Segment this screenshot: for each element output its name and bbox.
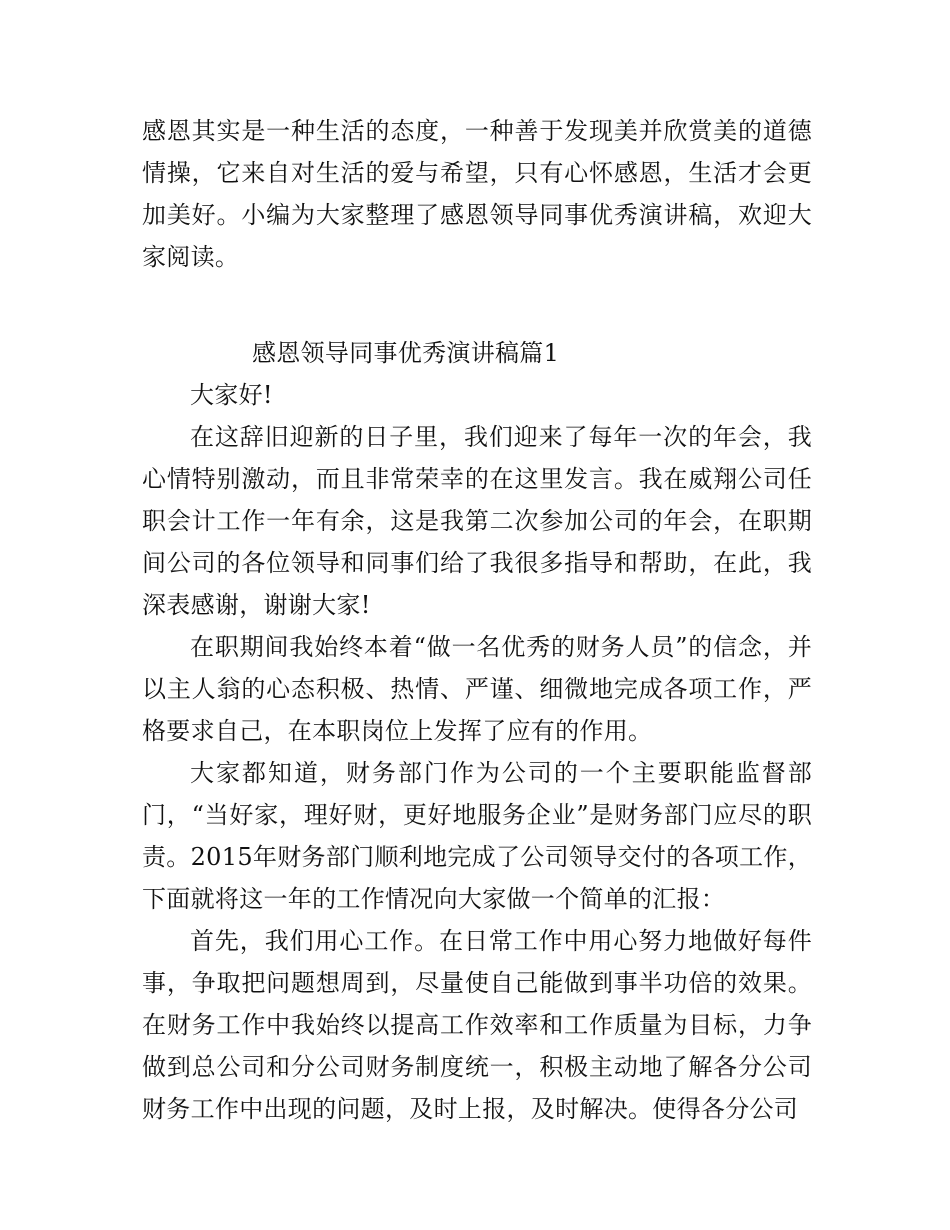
- intro-paragraph: 感恩其实是一种生活的态度，一种善于发现美并欣赏美的道德情操，它来自对生活的爱与希望，只有心怀感恩，生活才会更加美好。小编为大家整理了感恩领导同事优秀演讲稿，欢迎大家阅读。: [142, 117, 812, 271]
- body-paragraph: 在职期间我始终本着“做一名优秀的财务人员”的信念，并以主人翁的心态积极、热情、严谨、细微地完成各项工作，严格要求自己，在本职岗位上发挥了应有的作用。: [142, 633, 812, 745]
- document-page: [142, 110, 812, 1130]
- greeting-paragraph: 大家好!: [190, 381, 273, 409]
- section-heading: 感恩领导同事优秀演讲稿篇1: [252, 339, 560, 367]
- body-paragraph: 首先，我们用心工作。在日常工作中用心努力地做好每件事，争取把问题想周到，尽量使自己能做到事半功倍的效果。在财务工作中我始终以提高工作效率和工作质量为目标，力争做到总公司和分公司财务制度统一，积极主动地了解各分公司财务工作中出现的问题，及时上报，及时解决。使得各分公司: [142, 927, 812, 1123]
- body-paragraph: 大家都知道，财务部门作为公司的一个主要职能监督部门，“当好家，理好财，更好地服务企业”是财务部门应尽的职责。2015年财务部门顺利地完成了公司领导交付的各项工作，下面就将这一年的工作情况向大家做一个简单的汇报：: [142, 759, 812, 913]
- body-paragraph: 在这辞旧迎新的日子里，我们迎来了每年一次的年会，我心情特别激动，而且非常荣幸的在这里发言。我在威翔公司任职会计工作一年有余，这是我第二次参加公司的年会，在职期间公司的各位领导和同事们给了我很多指导和帮助，在此，我深表感谢，谢谢大家!: [142, 423, 812, 619]
